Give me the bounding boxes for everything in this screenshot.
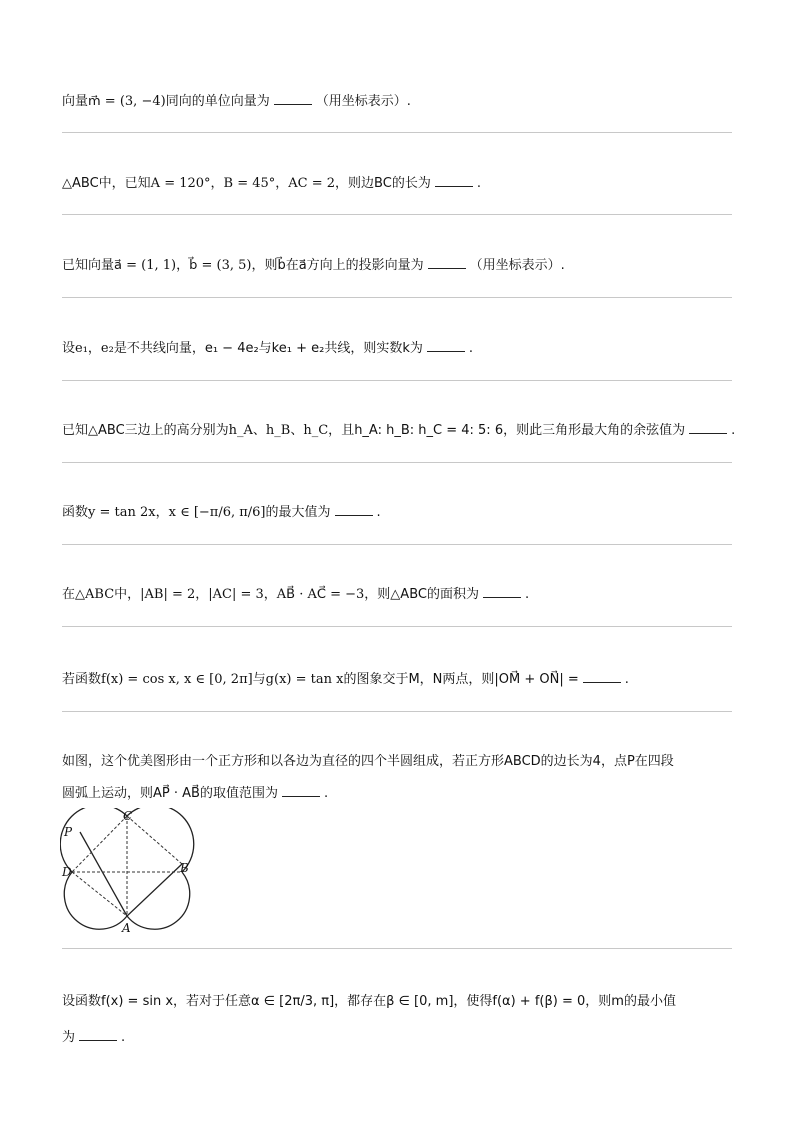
label-d: D [62,865,72,879]
q4-tail: . [468,341,473,356]
question-2 [62,174,737,194]
answer-blank[interactable] [274,92,312,105]
q9-line1: 如图，这个优美图形由一个正方形和以各边为直径的四个半圆组成，若正方形ABCD的边长为4，点P在四段 [62,754,674,769]
answer-blank[interactable] [79,1028,117,1041]
q5-pre: 已知△ABC三边上的高分别为 [62,423,229,438]
q8-post: 的图象交于M，N两点，则|OM⃗ + ON⃗| = [343,672,579,687]
q1-math: m⃗ = (3, −4) [88,94,166,109]
dash-da [72,872,127,916]
divider [62,214,732,215]
question-4 [62,339,737,359]
q4-pre: 设 [62,341,76,356]
q10-line1: 设函数f(x) = sin x，若对于任意α ∈ [2π/3, π]，都存在β ∈ [0, m]，使得f(α) + f(β) = 0，则m的最小值 [62,994,676,1009]
label-p: P [64,825,73,839]
q6-tail: . [376,505,381,520]
divider [62,626,732,627]
q1-pre: 向量 [62,94,89,109]
q7-tail: . [524,587,530,602]
dash-cd [72,816,127,872]
q6-math: y = tan 2x，x ∈ [−π/6, π/6] [88,505,266,520]
q9-line2: 圆弧上运动，则AP⃗ · AB⃗的取值范围为 [62,786,278,801]
answer-blank[interactable] [583,670,621,683]
q5-math: h_A、h_B、h_C， [228,423,342,438]
answer-blank[interactable] [428,256,466,269]
q4-math: e₁，e₂ [75,341,114,356]
q8-math: f(x) = cos x, x ∈ [0, 2π]与g(x) = tan x [101,672,344,687]
answer-blank[interactable] [335,503,373,516]
q3-post: 则b⃗在a⃗方向上的投影向量为 [264,258,424,273]
question-1 [62,92,737,112]
q5-post: 且h_A: h_B: h_C = 4: 5: 6，则此三角形最大角的余弦值为 [341,423,686,438]
label-b: B [180,861,189,875]
q1-post: 同向的单位向量为 [165,94,270,109]
answer-blank[interactable] [427,339,465,352]
q6-post: 的最大值为 [265,505,331,520]
q9-tail: . [323,786,329,801]
geometry-figure [60,808,200,936]
answer-blank[interactable] [483,585,521,598]
figure-dashed [72,816,182,916]
arc-bottom-left [64,872,127,929]
q7-pre: 在 [62,587,76,602]
segment-ap [80,832,127,916]
label-a: A [122,921,131,935]
question-10 [62,992,737,1048]
q10-line2: 为 [62,1030,76,1045]
dash-cb [127,816,182,864]
answer-blank[interactable] [689,421,727,434]
q2-post: 则边BC的长为 [348,176,431,191]
arc-top-left [60,808,127,872]
question-3 [62,256,737,276]
q7-math: △ABC中，|AB| = 2，|AC| = 3，AB⃗ · AC⃗ = −3， [75,587,378,602]
divider [62,380,732,381]
q3-pre: 已知向量 [62,258,115,273]
q2-tail: . [476,176,481,191]
q8-tail: . [624,672,629,687]
q7-post: 则△ABC的面积为 [377,587,479,602]
answer-blank[interactable] [435,174,473,187]
q3-tail: （用坐标表示）. [469,258,565,273]
answer-blank[interactable] [282,784,320,797]
q4-post: 是不共线向量，e₁ − 4e₂与ke₁ + e₂共线，则实数k为 [113,341,423,356]
question-6 [62,503,737,523]
divider [62,948,732,949]
q2-math: A = 120°，B = 45°，AC = 2， [150,176,349,191]
q2-pre: △ABC中，已知 [62,176,151,191]
divider [62,297,732,298]
question-9 [62,752,737,804]
label-c: C [123,809,133,823]
q10-line2-wrap [62,1028,737,1048]
q6-pre: 函数 [62,505,89,520]
q5-tail: . [731,423,736,438]
question-8 [62,670,737,690]
question-5 [62,421,737,441]
q8-pre: 若函数 [62,672,102,687]
arc-bottom-right [127,872,190,929]
q9-line2-wrap [62,784,737,804]
q1-tail: （用坐标表示）. [315,94,411,109]
divider [62,132,732,133]
question-7 [62,585,737,605]
divider [62,544,732,545]
q3-math: a⃗ = (1, 1)，b⃗ = (3, 5)， [114,258,265,273]
divider [62,462,732,463]
divider [62,711,732,712]
q10-tail: . [121,1030,126,1045]
